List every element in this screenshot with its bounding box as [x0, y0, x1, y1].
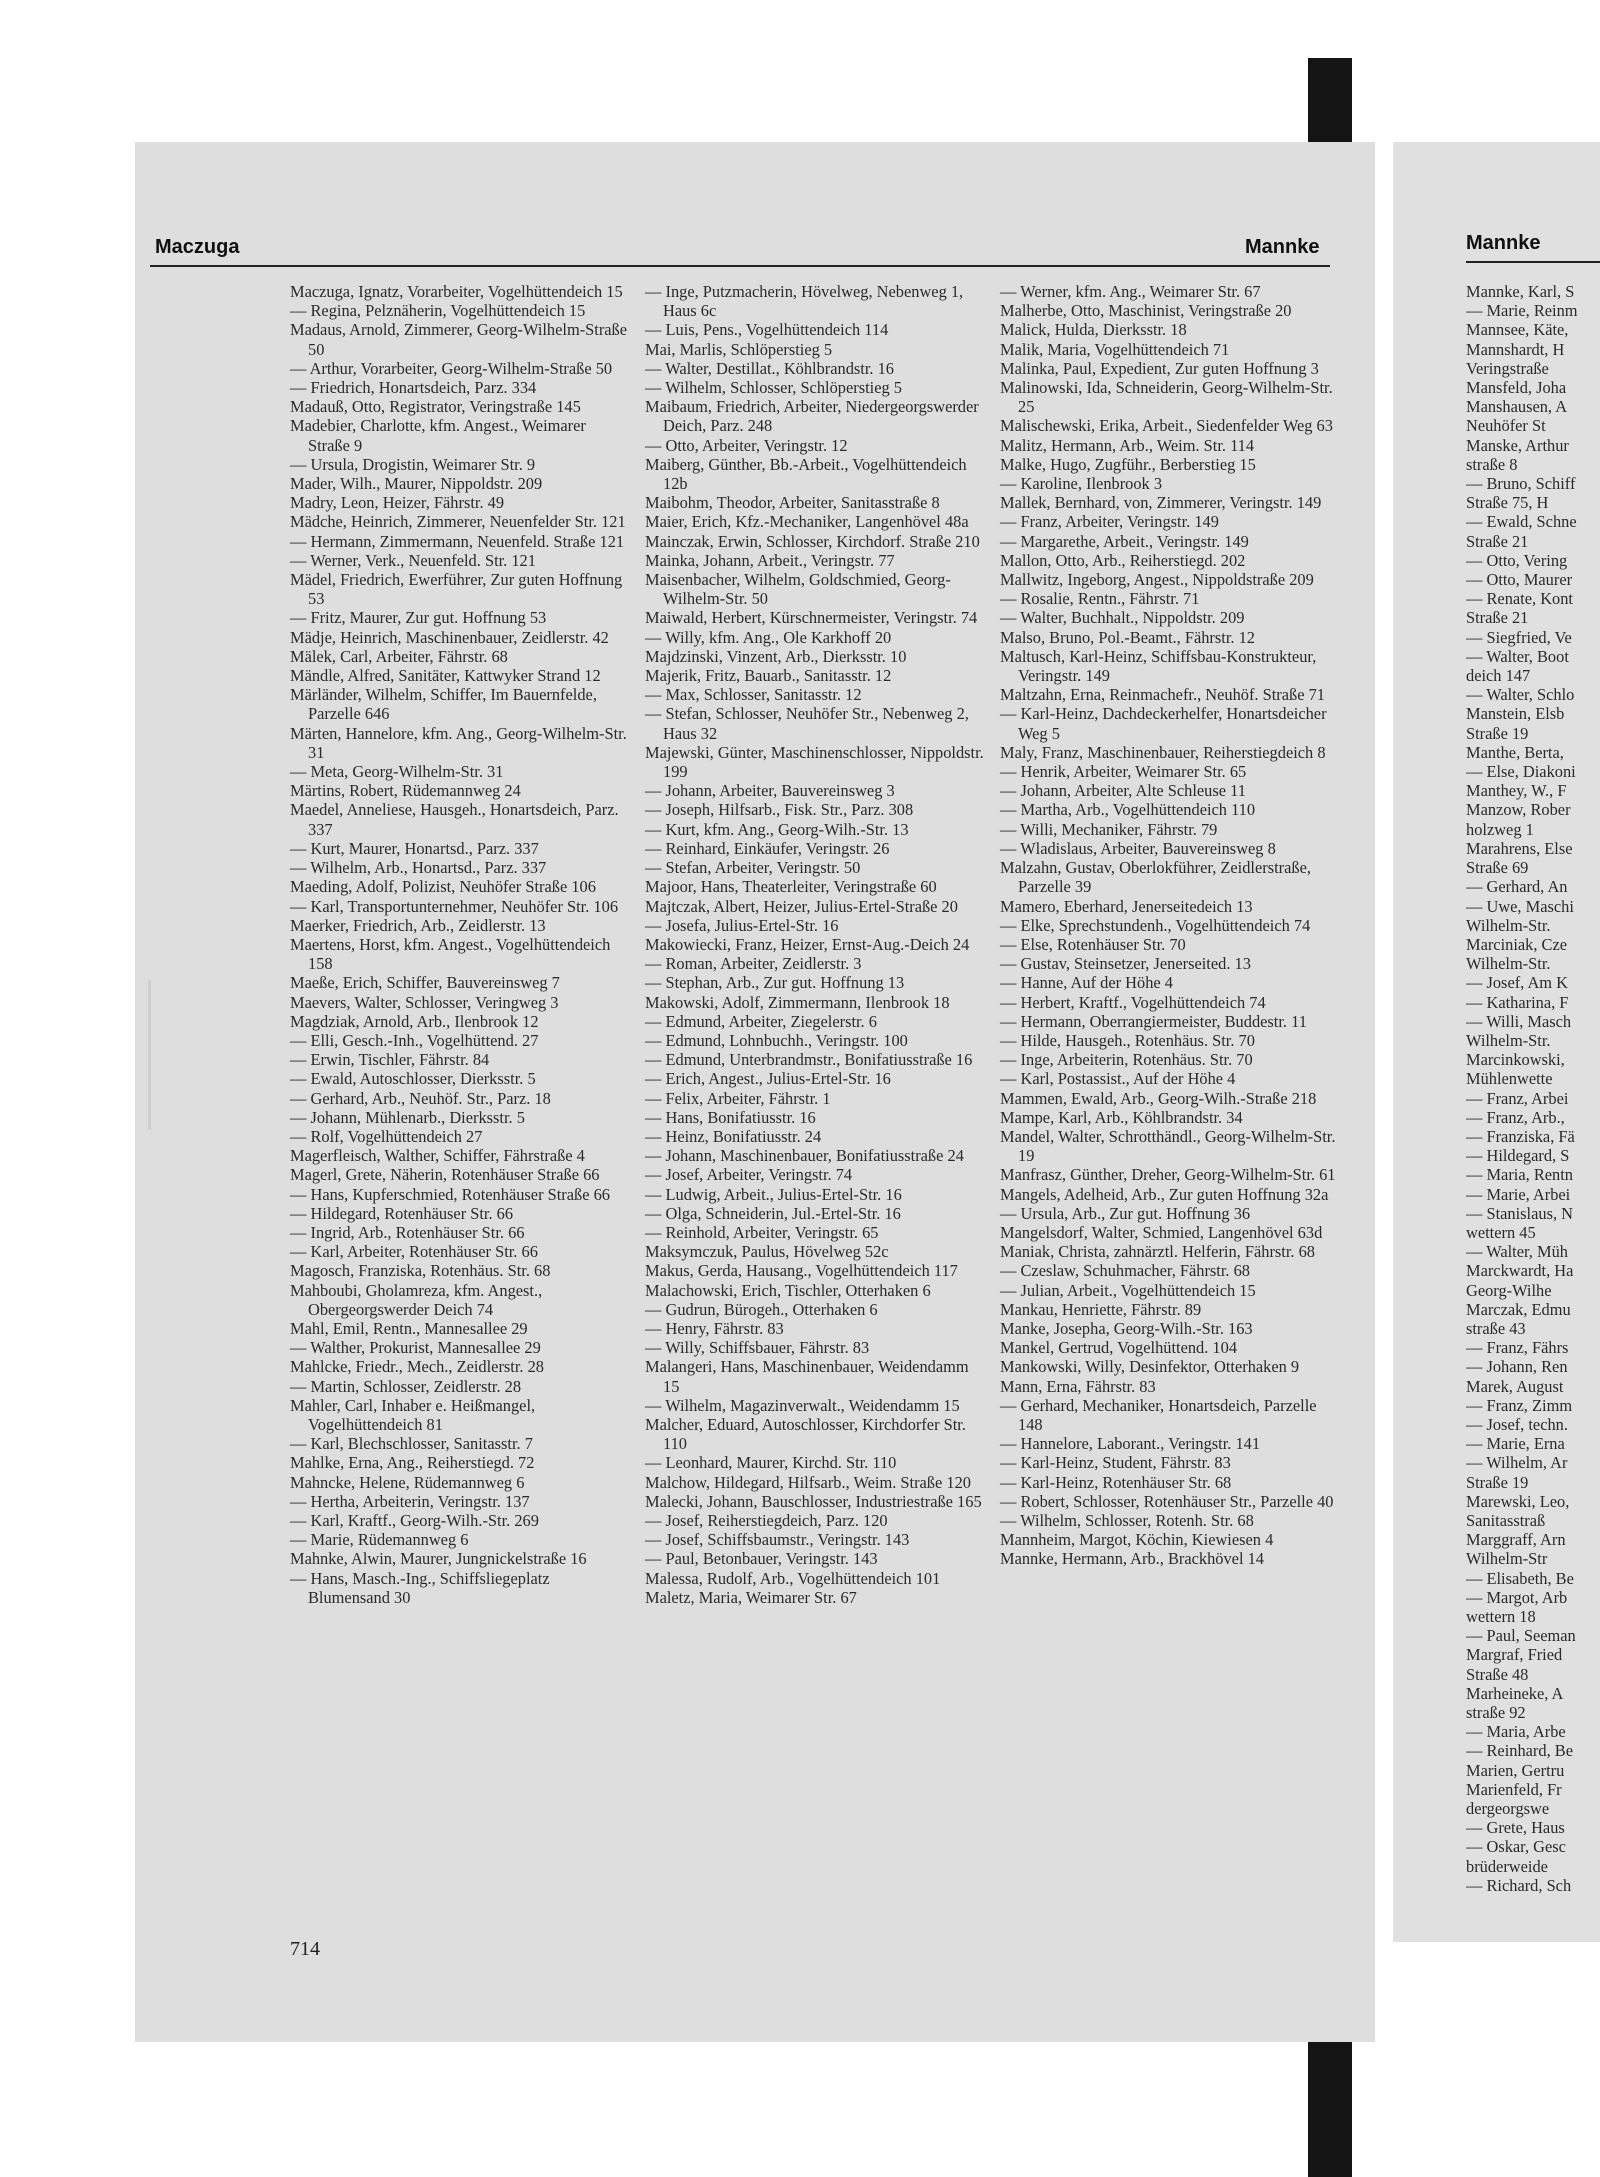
directory-entry: Mai, Marlis, Schlöperstieg 5: [645, 339, 833, 359]
directory-entry: Wilhelm-Str.: [1466, 915, 1551, 935]
directory-entry: Majerik, Fritz, Bauarb., Sanitasstr. 12: [645, 666, 892, 686]
directory-entry: Maly, Franz, Maschinenbauer, Reiherstiegdeich 8: [1000, 742, 1326, 762]
directory-entry: — Ludwig, Arbeit., Julius-Ertel-Str. 16: [645, 1184, 902, 1204]
directory-entry: Manske, Arthur: [1466, 435, 1569, 455]
directory-entry: — Marie, Reinm: [1466, 301, 1578, 321]
directory-entry: Makowiecki, Franz, Heizer, Ernst-Aug.-Deich 24: [645, 934, 970, 954]
directory-entry: — Rosalie, Rentn., Fährstr. 71: [1000, 589, 1200, 609]
directory-entry: — Maria, Rentn: [1466, 1165, 1573, 1185]
directory-entry: — Hermann, Oberrangiermeister, Buddestr. 11: [1000, 1011, 1307, 1031]
directory-entry: — Martin, Schlosser, Zeidlerstr. 28: [290, 1376, 522, 1396]
directory-entry: — Wilhelm, Magazinverwalt., Weidendamm 15: [645, 1395, 960, 1415]
directory-entry: Märtins, Robert, Rüdemannweg 24: [290, 781, 521, 801]
directory-entry: — Erwin, Tischler, Fährstr. 84: [290, 1050, 490, 1070]
directory-entry: brüderweide: [1466, 1856, 1548, 1876]
directory-entry: Märländer, Wilhelm, Schiffer, Im Bauernfelde, Parzelle 646: [290, 685, 597, 724]
running-head-right: Mannke: [1245, 236, 1320, 258]
print-smudge: [148, 980, 151, 1130]
running-head-next-page: Mannke: [1466, 232, 1541, 254]
directory-entry: Märten, Hannelore, kfm. Ang., Georg-Wilhelm-Str. 31: [290, 723, 627, 762]
directory-entry: Marek, August: [1466, 1376, 1564, 1396]
directory-entry: — Karl, Arbeiter, Rotenhäuser Str. 66: [290, 1242, 538, 1262]
directory-entry: Mannshardt, H: [1466, 339, 1565, 359]
directory-entry: Mahncke, Helene, Rüdemannweg 6: [290, 1472, 525, 1492]
directory-entry: Malangeri, Hans, Maschinenbauer, Weidendamm 15: [645, 1357, 969, 1396]
directory-entry: — Franz, Arb.,: [1466, 1107, 1565, 1127]
directory-entry: Mannheim, Margot, Köchin, Kiewiesen 4: [1000, 1530, 1274, 1550]
directory-entry: — Gerhard, Mechaniker, Honartsdeich, Parzelle 148: [1000, 1395, 1317, 1434]
directory-entry: — Wilhelm, Arb., Honartsd., Parz. 337: [290, 858, 547, 878]
directory-entry: Majoor, Hans, Theaterleiter, Veringstraße 60: [645, 877, 937, 897]
directory-entry: — Hans, Masch.-Ing., Schiffsliegeplatz Blumensand 30: [290, 1568, 550, 1607]
directory-entry: Mallek, Bernhard, von, Zimmerer, Veringstr. 149: [1000, 493, 1322, 513]
directory-entry: Mahler, Carl, Inhaber e. Heißmangel, Vogelhüttendeich 81: [290, 1395, 536, 1434]
directory-entry: — Friedrich, Honartsdeich, Parz. 334: [290, 378, 537, 398]
directory-entry: Mangels, Adelheid, Arb., Zur guten Hoffnung 32a: [1000, 1184, 1329, 1204]
directory-entry: — Walter, Müh: [1466, 1242, 1568, 1262]
directory-entry: Mampe, Karl, Arb., Köhlbrandstr. 34: [1000, 1107, 1243, 1127]
directory-entry: Neuhöfer St: [1466, 416, 1546, 436]
directory-entry: Malzahn, Gustav, Oberlokführer, Zeidlerstraße, Parzelle 39: [1000, 858, 1311, 897]
directory-entry: — Stephan, Arb., Zur gut. Hoffnung 13: [645, 973, 905, 993]
directory-entry: Marcinkowski,: [1466, 1050, 1565, 1070]
directory-entry: — Herbert, Kraftf., Vogelhüttendeich 74: [1000, 992, 1266, 1012]
directory-entry: Sanitasstraß: [1466, 1511, 1546, 1530]
directory-entry: Maier, Erich, Kfz.-Mechaniker, Langenhövel 48a: [645, 512, 969, 532]
directory-entry: — Karoline, Ilenbrook 3: [1000, 474, 1163, 494]
directory-entry: — Ingrid, Arb., Rotenhäuser Str. 66: [290, 1222, 525, 1242]
directory-entry: — Bruno, Schiff: [1466, 474, 1576, 494]
directory-entry: — Willi, Masch: [1466, 1011, 1572, 1031]
directory-entry: — Marie, Arbei: [1466, 1184, 1571, 1204]
directory-entry: Maltzahn, Erna, Reinmachefr., Neuhöf. Straße 71: [1000, 685, 1325, 705]
directory-entry: Mädel, Friedrich, Ewerführer, Zur guten Hoffnung 53: [290, 570, 623, 609]
directory-entry: — Josef, Arbeiter, Veringstr. 74: [645, 1165, 853, 1185]
directory-entry: Marien, Gertru: [1466, 1760, 1565, 1780]
directory-entry: Magerfleisch, Walther, Schiffer, Fährstraße 4: [290, 1146, 585, 1166]
directory-entry: — Hilde, Hausgeh., Rotenhäus. Str. 70: [1000, 1030, 1255, 1050]
directory-entry: Wilhelm-Str: [1466, 1549, 1548, 1569]
directory-entry: — Ewald, Autoschlosser, Dierksstr. 5: [290, 1069, 536, 1089]
directory-entry: — Ursula, Drogistin, Weimarer Str. 9: [290, 454, 536, 474]
directory-entry: — Luis, Pens., Vogelhüttendeich 114: [645, 320, 889, 340]
directory-entry: — Hans, Bonifatiusstr. 16: [645, 1107, 816, 1127]
directory-entry: Wilhelm-Str.: [1466, 1030, 1551, 1050]
directory-entry: Mader, Wilh., Maurer, Nippoldstr. 209: [290, 474, 543, 494]
directory-entry: Makus, Gerda, Hausang., Vogelhüttendeich 117: [645, 1261, 958, 1281]
directory-entry: Mahl, Emil, Rentn., Mannesallee 29: [290, 1318, 528, 1338]
directory-entry: — Wilhelm, Ar: [1466, 1453, 1568, 1473]
directory-entry: Mannke, Karl, S: [1466, 282, 1575, 301]
directory-entry: — Edmund, Unterbrandmstr., Bonifatiusstraße 16: [645, 1050, 973, 1070]
directory-entry: Malick, Hulda, Dierksstr. 18: [1000, 320, 1187, 340]
directory-entry: — Gerhard, Arb., Neuhöf. Str., Parz. 18: [290, 1088, 551, 1108]
directory-entry: Maerker, Friedrich, Arb., Zeidlerstr. 13: [290, 915, 546, 935]
directory-entry: Mannsee, Käte,: [1466, 320, 1569, 340]
directory-entry: Malinka, Paul, Expedient, Zur guten Hoffnung 3: [1000, 358, 1319, 378]
directory-entry: — Franz, Fährs: [1466, 1338, 1569, 1358]
directory-entry: Maisenbacher, Wilhelm, Goldschmied, Georg-Wilhelm-Str. 50: [645, 570, 951, 609]
directory-entry: Maevers, Walter, Schlosser, Veringweg 3: [290, 992, 559, 1012]
directory-entry: — Margot, Arb: [1466, 1587, 1568, 1607]
directory-entry: Maletz, Maria, Weimarer Str. 67: [645, 1587, 857, 1607]
directory-entry: Manshausen, A: [1466, 397, 1568, 417]
directory-entry: — Czeslaw, Schuhmacher, Fährstr. 68: [1000, 1261, 1251, 1281]
directory-entry: Marheineke, A: [1466, 1683, 1564, 1703]
directory-column-3: [1000, 282, 1340, 1569]
directory-entry: — Henrik, Arbeiter, Weimarer Str. 65: [1000, 762, 1247, 782]
directory-entry: — Walter, Buchhalt., Nippoldstr. 209: [1000, 608, 1245, 628]
directory-column-2: [645, 282, 985, 1607]
directory-entry: Marczak, Edmu: [1466, 1299, 1571, 1319]
directory-entry: — Margarethe, Arbeit., Veringstr. 149: [1000, 531, 1249, 551]
directory-entry: — Franz, Arbeiter, Veringstr. 149: [1000, 512, 1219, 532]
directory-entry: Straße 69: [1466, 858, 1529, 878]
directory-entry: Wilhelm-Str.: [1466, 954, 1551, 974]
directory-entry: straße 92: [1466, 1703, 1526, 1723]
directory-entry: — Johann, Maschinenbauer, Bonifatiusstraße 24: [645, 1146, 964, 1166]
directory-entry: — Karl, Kraftf., Georg-Wilh.-Str. 269: [290, 1511, 539, 1530]
directory-entry: Mannke, Hermann, Arb., Brackhövel 14: [1000, 1549, 1265, 1569]
directory-entry: Manthe, Berta,: [1466, 742, 1564, 762]
directory-entry: — Gudrun, Bürogeh., Otterhaken 6: [645, 1299, 878, 1319]
directory-entry: Mälek, Carl, Arbeiter, Fährstr. 68: [290, 646, 508, 666]
directory-entry: Malke, Hugo, Zugführ., Berberstieg 15: [1000, 454, 1256, 474]
directory-entry: Mändle, Alfred, Sanitäter, Kattwyker Strand 12: [290, 666, 601, 686]
directory-entry: — Oskar, Gesc: [1466, 1837, 1566, 1857]
directory-entry: Maeding, Adolf, Polizist, Neuhöfer Straße 106: [290, 877, 596, 897]
directory-entry: Marewski, Leo,: [1466, 1491, 1570, 1511]
directory-entry: deich 147: [1466, 666, 1531, 686]
directory-entry: — Paul, Seeman: [1466, 1626, 1576, 1646]
directory-entry: — Karl-Heinz, Dachdeckerhelfer, Honartsdeicher Weg 5: [1000, 704, 1327, 743]
directory-entry: — Werner, kfm. Ang., Weimarer Str. 67: [1000, 282, 1261, 301]
directory-entry: Madaus, Arnold, Zimmerer, Georg-Wilhelm-Straße 50: [290, 320, 628, 359]
directory-entry: Malherbe, Otto, Maschinist, Veringstraße 20: [1000, 301, 1292, 321]
directory-entry: Straße 19: [1466, 1472, 1529, 1492]
directory-entry: wettern 45: [1466, 1222, 1536, 1242]
header-rule: [150, 265, 1330, 267]
directory-entry: — Karl, Postassist., Auf der Höhe 4: [1000, 1069, 1236, 1089]
directory-entry: — Karl, Transportunternehmer, Neuhöfer Str. 106: [290, 896, 619, 916]
directory-entry: Maczuga, Ignatz, Vorarbeiter, Vogelhüttendeich 15: [290, 282, 623, 301]
directory-entry: — Johann, Arbeiter, Alte Schleuse 11: [1000, 781, 1246, 801]
directory-entry: — Willy, kfm. Ang., Ole Karkhoff 20: [645, 627, 892, 647]
directory-entry: — Johann, Mühlenarb., Dierksstr. 5: [290, 1107, 525, 1127]
directory-entry: — Olga, Schneiderin, Jul.-Ertel-Str. 16: [645, 1203, 901, 1223]
directory-entry: Mühlenwette: [1466, 1069, 1553, 1089]
directory-entry: — Edmund, Arbeiter, Ziegelerstr. 6: [645, 1011, 877, 1031]
directory-entry: Malitz, Hermann, Arb., Weim. Str. 114: [1000, 435, 1255, 455]
directory-entry: Madry, Leon, Heizer, Fährstr. 49: [290, 493, 505, 513]
directory-entry: Malso, Bruno, Pol.-Beamt., Fährstr. 12: [1000, 627, 1255, 647]
directory-entry: Maksymczuk, Paulus, Hövelweg 52c: [645, 1242, 889, 1262]
directory-entry: Straße 19: [1466, 723, 1529, 743]
directory-entry: — Otto, Arbeiter, Veringstr. 12: [645, 435, 848, 455]
directory-entry: Straße 21: [1466, 608, 1529, 628]
directory-entry: Mann, Erna, Fährstr. 83: [1000, 1376, 1156, 1396]
directory-entry: Malik, Maria, Vogelhüttendeich 71: [1000, 339, 1230, 359]
directory-entry: — Walther, Prokurist, Mannesallee 29: [290, 1338, 541, 1358]
directory-entry: — Kurt, kfm. Ang., Georg-Wilh.-Str. 13: [645, 819, 909, 839]
directory-entry: straße 8: [1466, 454, 1518, 474]
directory-entry: Mansfeld, Joha: [1466, 378, 1567, 398]
directory-entry: — Johann, Ren: [1466, 1357, 1568, 1377]
directory-entry: — Martha, Arb., Vogelhüttendeich 110: [1000, 800, 1256, 820]
directory-entry: Manfrasz, Günther, Dreher, Georg-Wilhelm-Str. 61: [1000, 1165, 1336, 1185]
directory-entry: — Paul, Betonbauer, Veringstr. 143: [645, 1549, 878, 1569]
directory-entry: — Kurt, Maurer, Honartsd., Parz. 337: [290, 838, 539, 858]
directory-entry: — Walter, Schlo: [1466, 685, 1575, 705]
directory-entry: Magerl, Grete, Näherin, Rotenhäuser Straße 66: [290, 1165, 600, 1185]
directory-entry: — Elke, Sprechstundenh., Vogelhüttendeich 74: [1000, 915, 1311, 935]
directory-entry: Magosch, Franziska, Rotenhäus. Str. 68: [290, 1261, 551, 1281]
directory-entry: Malessa, Rudolf, Arb., Vogelhüttendeich 101: [645, 1568, 941, 1588]
directory-entry: Maiberg, Günther, Bb.-Arbeit., Vogelhüttendeich 12b: [645, 454, 967, 494]
directory-entry: — Hermann, Zimmermann, Neuenfeld. Straße 121: [290, 531, 625, 551]
directory-entry: Makowski, Adolf, Zimmermann, Ilenbrook 18: [645, 992, 950, 1012]
directory-entry: — Katharina, F: [1466, 992, 1569, 1012]
directory-entry: Georg-Wilhe: [1466, 1280, 1552, 1300]
directory-entry: holzweg 1: [1466, 819, 1534, 839]
directory-entry: — Ewald, Schne: [1466, 512, 1577, 532]
directory-entry: — Johann, Arbeiter, Bauvereinsweg 3: [645, 781, 895, 801]
directory-entry: — Joseph, Hilfsarb., Fisk. Str., Parz. 308: [645, 800, 914, 820]
directory-entry: — Maria, Arbe: [1466, 1722, 1566, 1742]
directory-entry: Madebier, Charlotte, kfm. Angest., Weimarer Straße 9: [290, 416, 586, 455]
directory-entry: — Otto, Maurer: [1466, 570, 1573, 590]
running-head-left: Maczuga: [155, 236, 240, 258]
directory-entry: — Marie, Erna: [1466, 1434, 1565, 1454]
directory-entry: — Julian, Arbeit., Vogelhüttendeich 15: [1000, 1280, 1256, 1300]
directory-entry: — Josef, Am K: [1466, 973, 1568, 993]
directory-entry: — Reinhard, Be: [1466, 1741, 1573, 1761]
directory-entry: — Fritz, Maurer, Zur gut. Hoffnung 53: [290, 608, 547, 628]
directory-entry: Manthey, W., F: [1466, 781, 1567, 801]
directory-entry: wettern 18: [1466, 1607, 1536, 1627]
directory-entry: Maibaum, Friedrich, Arbeiter, Niedergeorgswerder Deich, Parz. 248: [645, 397, 979, 436]
directory-entry: — Willi, Mechaniker, Fährstr. 79: [1000, 819, 1218, 839]
directory-entry: — Rolf, Vogelhüttendeich 27: [290, 1126, 483, 1146]
directory-entry: — Stefan, Schlosser, Neuhöfer Str., Nebenweg 2, Haus 32: [645, 704, 969, 743]
directory-entry: — Werner, Verk., Neuenfeld. Str. 121: [290, 550, 536, 570]
directory-entry: Majdzinski, Vinzent, Arb., Dierksstr. 10: [645, 646, 907, 666]
directory-entry: — Josef, Schiffsbaumstr., Veringstr. 143: [645, 1530, 910, 1550]
directory-entry: — Gerhard, An: [1466, 877, 1568, 897]
directory-entry: Marciniak, Cze: [1466, 934, 1568, 954]
directory-entry: straße 43: [1466, 1318, 1526, 1338]
directory-entry: — Marie, Rüdemannweg 6: [290, 1530, 469, 1550]
directory-entry: — Karl-Heinz, Student, Fährstr. 83: [1000, 1453, 1231, 1473]
directory-entry: Mankowski, Willy, Desinfektor, Otterhaken 9: [1000, 1357, 1300, 1377]
directory-entry: — Josef, Reiherstiegdeich, Parz. 120: [645, 1511, 888, 1530]
directory-entry: Mallwitz, Ingeborg, Angest., Nippoldstraße 209: [1000, 570, 1314, 590]
directory-entry: Mainka, Johann, Arbeit., Veringstr. 77: [645, 550, 895, 570]
directory-entry: — Hildegard, Rotenhäuser Str. 66: [290, 1203, 514, 1223]
directory-entry: Marahrens, Else: [1466, 838, 1573, 858]
directory-entry: Manke, Josepha, Georg-Wilh.-Str. 163: [1000, 1318, 1253, 1338]
directory-entry: — Leonhard, Maurer, Kirchd. Str. 110: [645, 1453, 897, 1473]
directory-entry: Mankel, Gertrud, Vogelhüttend. 104: [1000, 1338, 1238, 1358]
directory-entry: — Edmund, Lohnbuchh., Veringstr. 100: [645, 1030, 908, 1050]
directory-entry: Margraf, Fried: [1466, 1645, 1563, 1665]
directory-entry: — Franz, Arbei: [1466, 1088, 1569, 1108]
directory-entry: Mammen, Ewald, Arb., Georg-Wilh.-Straße 218: [1000, 1088, 1317, 1108]
directory-entry: Mahlcke, Friedr., Mech., Zeidlerstr. 28: [290, 1357, 544, 1377]
directory-entry: — Franziska, Fä: [1466, 1126, 1575, 1146]
directory-entry: Maltusch, Karl-Heinz, Schiffsbau-Konstrukteur, Veringstr. 149: [1000, 646, 1317, 686]
directory-entry: — Walter, Boot: [1466, 646, 1569, 666]
directory-entry: Madauß, Otto, Registrator, Veringstraße 145: [290, 397, 581, 417]
directory-entry: — Josef, techn.: [1466, 1414, 1568, 1434]
directory-entry: — Reinhold, Arbeiter, Veringstr. 65: [645, 1222, 879, 1242]
header-rule-next-page: [1466, 261, 1600, 263]
directory-entry: — Elisabeth, Be: [1466, 1568, 1574, 1588]
directory-entry: — Erich, Angest., Julius-Ertel-Str. 16: [645, 1069, 891, 1089]
directory-entry: — Elli, Gesch.-Inh., Vogelhüttend. 27: [290, 1030, 539, 1050]
directory-entry: — Arthur, Vorarbeiter, Georg-Wilhelm-Straße 50: [290, 358, 613, 378]
directory-entry: Manzow, Rober: [1466, 800, 1571, 820]
directory-entry: — Inge, Putzmacherin, Hövelweg, Nebenweg 1, Haus 6c: [645, 282, 964, 321]
directory-entry: — Karl-Heinz, Rotenhäuser Str. 68: [1000, 1472, 1232, 1492]
directory-entry: — Franz, Zimm: [1466, 1395, 1573, 1415]
directory-entry: Malachowski, Erich, Tischler, Otterhaken 6: [645, 1280, 931, 1300]
directory-entry: — Wladislaus, Arbeiter, Bauvereinsweg 8: [1000, 838, 1276, 858]
directory-entry: — Grete, Haus: [1466, 1818, 1565, 1838]
directory-entry: Marckwardt, Ha: [1466, 1261, 1574, 1281]
directory-entry: — Josefa, Julius-Ertel-Str. 16: [645, 915, 839, 935]
directory-entry: Maniak, Christa, zahnärztl. Helferin, Fährstr. 68: [1000, 1242, 1315, 1262]
directory-entry: — Else, Rotenhäuser Str. 70: [1000, 934, 1186, 954]
directory-entry: — Robert, Schlosser, Rotenhäuser Str., Parzelle 40: [1000, 1491, 1334, 1511]
directory-entry: Mahboubi, Gholamreza, kfm. Angest., Obergeorgswerder Deich 74: [290, 1280, 543, 1319]
directory-column-next-page: [1466, 282, 1600, 1895]
directory-entry: Mamero, Eberhard, Jenerseitedeich 13: [1000, 896, 1253, 916]
directory-entry: Majtczak, Albert, Heizer, Julius-Ertel-Straße 20: [645, 896, 958, 916]
directory-entry: Malinowski, Ida, Schneiderin, Georg-Wilhelm-Str. 25: [1000, 378, 1333, 417]
directory-entry: Mainczak, Erwin, Schlosser, Kirchdorf. Straße 210: [645, 531, 980, 551]
directory-entry: — Siegfried, Ve: [1466, 627, 1572, 647]
directory-entry: Malecki, Johann, Bauschlosser, Industriestraße 165: [645, 1491, 982, 1511]
directory-entry: Mädje, Heinrich, Maschinenbauer, Zeidlerstr. 42: [290, 627, 609, 647]
directory-entry: — Renate, Kont: [1466, 589, 1573, 609]
directory-entry: — Wilhelm, Schlosser, Rotenh. Str. 68: [1000, 1511, 1254, 1530]
directory-entry: — Heinz, Bonifatiusstr. 24: [645, 1126, 822, 1146]
directory-entry: Marienfeld, Fr: [1466, 1779, 1562, 1799]
directory-entry: Straße 48: [1466, 1664, 1529, 1684]
directory-entry: Mallon, Otto, Arb., Reiherstiegd. 202: [1000, 550, 1246, 570]
directory-entry: — Gustav, Steinsetzer, Jenerseited. 13: [1000, 954, 1251, 974]
directory-entry: Marggraff, Arn: [1466, 1530, 1566, 1550]
directory-entry: — Richard, Sch: [1466, 1875, 1572, 1895]
directory-entry: — Roman, Arbeiter, Zeidlerstr. 3: [645, 954, 862, 974]
directory-entry: Mangelsdorf, Walter, Schmied, Langenhövel 63d: [1000, 1222, 1323, 1242]
directory-entry: — Reinhard, Einkäufer, Veringstr. 26: [645, 838, 890, 858]
directory-entry: — Hertha, Arbeiterin, Veringstr. 137: [290, 1491, 530, 1511]
directory-entry: — Else, Diakoni: [1466, 762, 1576, 782]
directory-entry: — Meta, Georg-Wilhelm-Str. 31: [290, 762, 504, 782]
directory-entry: — Hanne, Auf der Höhe 4: [1000, 973, 1173, 993]
directory-entry: Maedel, Anneliese, Hausgeh., Honartsdeich, Parz. 337: [290, 800, 619, 839]
directory-entry: — Hans, Kupferschmied, Rotenhäuser Straße 66: [290, 1184, 610, 1204]
directory-entry: — Karl, Blechschlosser, Sanitasstr. 7: [290, 1434, 533, 1454]
directory-entry: — Felix, Arbeiter, Fährstr. 1: [645, 1088, 831, 1108]
directory-entry: — Hannelore, Laborant., Veringstr. 141: [1000, 1434, 1261, 1454]
directory-entry: Mädche, Heinrich, Zimmerer, Neuenfelder Str. 121: [290, 512, 626, 532]
directory-entry: Majewski, Günter, Maschinenschlosser, Nippoldstr. 199: [645, 742, 984, 782]
directory-entry: Mankau, Henriette, Fährstr. 89: [1000, 1299, 1202, 1319]
directory-entry: Mandel, Walter, Schrotthändl., Georg-Wilhelm-Str. 19: [1000, 1126, 1336, 1166]
directory-entry: Malchow, Hildegard, Hilfsarb., Weim. Straße 120: [645, 1472, 971, 1492]
directory-entry: — Regina, Pelznäherin, Vogelhüttendeich 15: [290, 301, 586, 321]
directory-entry: Mahnke, Alwin, Maurer, Jungnickelstraße 16: [290, 1549, 587, 1569]
directory-entry: dergeorgswe: [1466, 1799, 1550, 1819]
directory-entry: Maertens, Horst, kfm. Angest., Vogelhüttendeich 158: [290, 934, 611, 974]
directory-entry: — Wilhelm, Schlosser, Schlöperstieg 5: [645, 378, 902, 398]
directory-entry: — Inge, Arbeiterin, Rotenhäus. Str. 70: [1000, 1050, 1253, 1070]
directory-entry: — Uwe, Maschi: [1466, 896, 1574, 916]
directory-entry: Malcher, Eduard, Autoschlosser, Kirchdorfer Str. 110: [645, 1414, 966, 1454]
directory-entry: — Max, Schlosser, Sanitasstr. 12: [645, 685, 862, 705]
directory-entry: Straße 75, H: [1466, 493, 1549, 513]
directory-entry: — Stanislaus, N: [1466, 1203, 1573, 1223]
directory-column-1: [290, 282, 630, 1607]
directory-entry: — Willy, Schiffsbauer, Fährstr. 83: [645, 1338, 870, 1358]
directory-entry: Straße 21: [1466, 531, 1529, 551]
directory-entry: Mahlke, Erna, Ang., Reiherstiegd. 72: [290, 1453, 535, 1473]
directory-entry: — Stefan, Arbeiter, Veringstr. 50: [645, 858, 861, 878]
directory-entry: Maibohm, Theodor, Arbeiter, Sanitasstraße 8: [645, 493, 940, 513]
directory-entry: Maiwald, Herbert, Kürschnermeister, Veringstr. 74: [645, 608, 978, 628]
directory-entry: — Walter, Destillat., Köhlbrandstr. 16: [645, 358, 895, 378]
directory-entry: Maeße, Erich, Schiffer, Bauvereinsweg 7: [290, 973, 560, 993]
directory-entry: Malischewski, Erika, Arbeit., Siedenfelder Weg 63: [1000, 416, 1333, 436]
directory-entry: — Hildegard, S: [1466, 1146, 1570, 1166]
directory-entry: — Henry, Fährstr. 83: [645, 1318, 784, 1338]
directory-entry: Veringstraße: [1466, 358, 1549, 378]
directory-entry: Magdziak, Arnold, Arb., Ilenbrook 12: [290, 1011, 539, 1031]
page-number: 714: [290, 1938, 320, 1960]
directory-entry: Manstein, Elsb: [1466, 704, 1565, 724]
directory-entry: — Ursula, Arb., Zur gut. Hoffnung 36: [1000, 1203, 1251, 1223]
directory-entry: — Otto, Vering: [1466, 550, 1568, 570]
